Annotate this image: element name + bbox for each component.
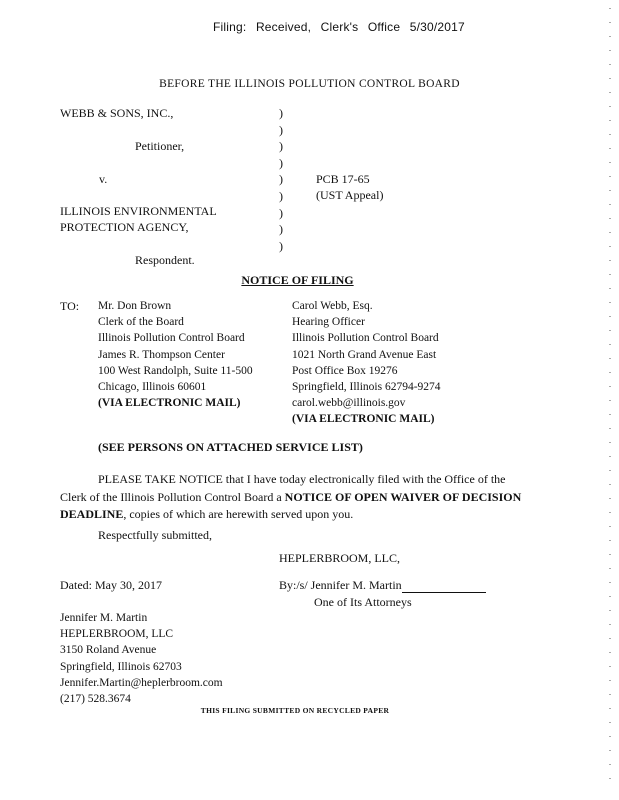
dated: Dated: May 30, 2017 [60, 578, 162, 592]
address-line: Illinois Pollution Control Board [292, 332, 439, 345]
signature-block [60, 610, 223, 707]
notice-text-end: , copies of which are herewith served upon you. [123, 507, 354, 521]
paren: ) [279, 155, 283, 170]
respondent-label: Respondent. [135, 253, 195, 267]
address-line: Carol Webb, Esq. [292, 300, 373, 312]
paren: ) [279, 222, 283, 237]
city-line: Springfield, Illinois 62703 [60, 660, 182, 673]
service-list-note: (SEE PERSONS ON ATTACHED SERVICE LIST) [98, 440, 363, 454]
recipient-right [292, 298, 441, 428]
address-line: Hearing Officer [292, 316, 365, 329]
paren: ) [279, 188, 283, 203]
respondent-line2: PROTECTION AGENCY, [60, 220, 189, 234]
address-line: Post Office Box 19276 [292, 364, 398, 377]
signature: By:/s/ Jennifer M. Martin [279, 578, 402, 592]
address-line: Mr. Don Brown [98, 300, 172, 312]
paren: ) [279, 238, 283, 253]
to-label: TO: [60, 299, 80, 313]
notice-document-title: NOTICE OF OPEN WAIVER OF DECISION DEADLINE [60, 489, 522, 521]
recipient-left [98, 298, 253, 411]
paren: ) [279, 122, 283, 137]
signature-line [279, 577, 486, 593]
scan-edge-marks [609, 8, 611, 792]
caption-parentheses [279, 105, 283, 254]
address-line: Springfield, Illinois 62794-9274 [292, 381, 441, 394]
signature-underline [402, 580, 486, 593]
email-line: Jennifer.Martin@heplerbroom.com [60, 676, 223, 689]
firm-line: HEPLERBROOM, LLC [60, 628, 174, 641]
paren: ) [279, 172, 283, 187]
notice-paragraph [60, 471, 530, 524]
street-line: 3150 Roland Avenue [60, 644, 157, 657]
address-line: 1021 North Grand Avenue East [292, 348, 437, 361]
address-line: Chicago, Illinois 60601 [98, 381, 207, 394]
address-line: Clerk of the Board [98, 316, 184, 329]
paren: ) [279, 106, 283, 120]
board-title: BEFORE THE ILLINOIS POLLUTION CONTROL BOARD [159, 78, 460, 90]
paren: ) [279, 139, 283, 154]
closing: Respectfully submitted, [98, 528, 212, 542]
address-line: James R. Thompson Center [98, 348, 225, 361]
petitioner-label: Petitioner, [135, 139, 185, 153]
notice-text: PLEASE TAKE NOTICE that I have today electronically filed with the Office of the Clerk of the Illinois Pollution Control Board a [60, 472, 506, 504]
firm-name: HEPLERBROOM, LLC, [279, 551, 401, 565]
case-number: PCB 17-65 [316, 172, 370, 186]
notice-title: NOTICE OF FILING [241, 273, 354, 287]
attorney-role: One of Its Attorneys [314, 595, 412, 609]
attorney-name: Jennifer M. Martin [60, 612, 148, 624]
phone-line: (217) 528.3674 [60, 693, 131, 706]
respondent-line1: ILLINOIS ENVIRONMENTAL [60, 204, 217, 218]
case-type: (UST Appeal) [316, 188, 384, 202]
recycled-paper-footer: THIS FILING SUBMITTED ON RECYCLED PAPER [200, 706, 390, 715]
filing-stamp: Filing: Received, Clerk's Office 5/30/2017 [213, 20, 465, 34]
via-email: (VIA ELECTRONIC MAIL) [292, 413, 435, 426]
address-line: Illinois Pollution Control Board [98, 332, 245, 345]
paren: ) [279, 205, 283, 220]
via-email: (VIA ELECTRONIC MAIL) [98, 397, 241, 410]
petitioner-name: WEBB & SONS, INC., [60, 106, 174, 120]
email-line: carol.webb@illinois.gov [292, 397, 406, 410]
address-line: 100 West Randolph, Suite 11-500 [98, 364, 253, 377]
versus: v. [99, 172, 108, 186]
